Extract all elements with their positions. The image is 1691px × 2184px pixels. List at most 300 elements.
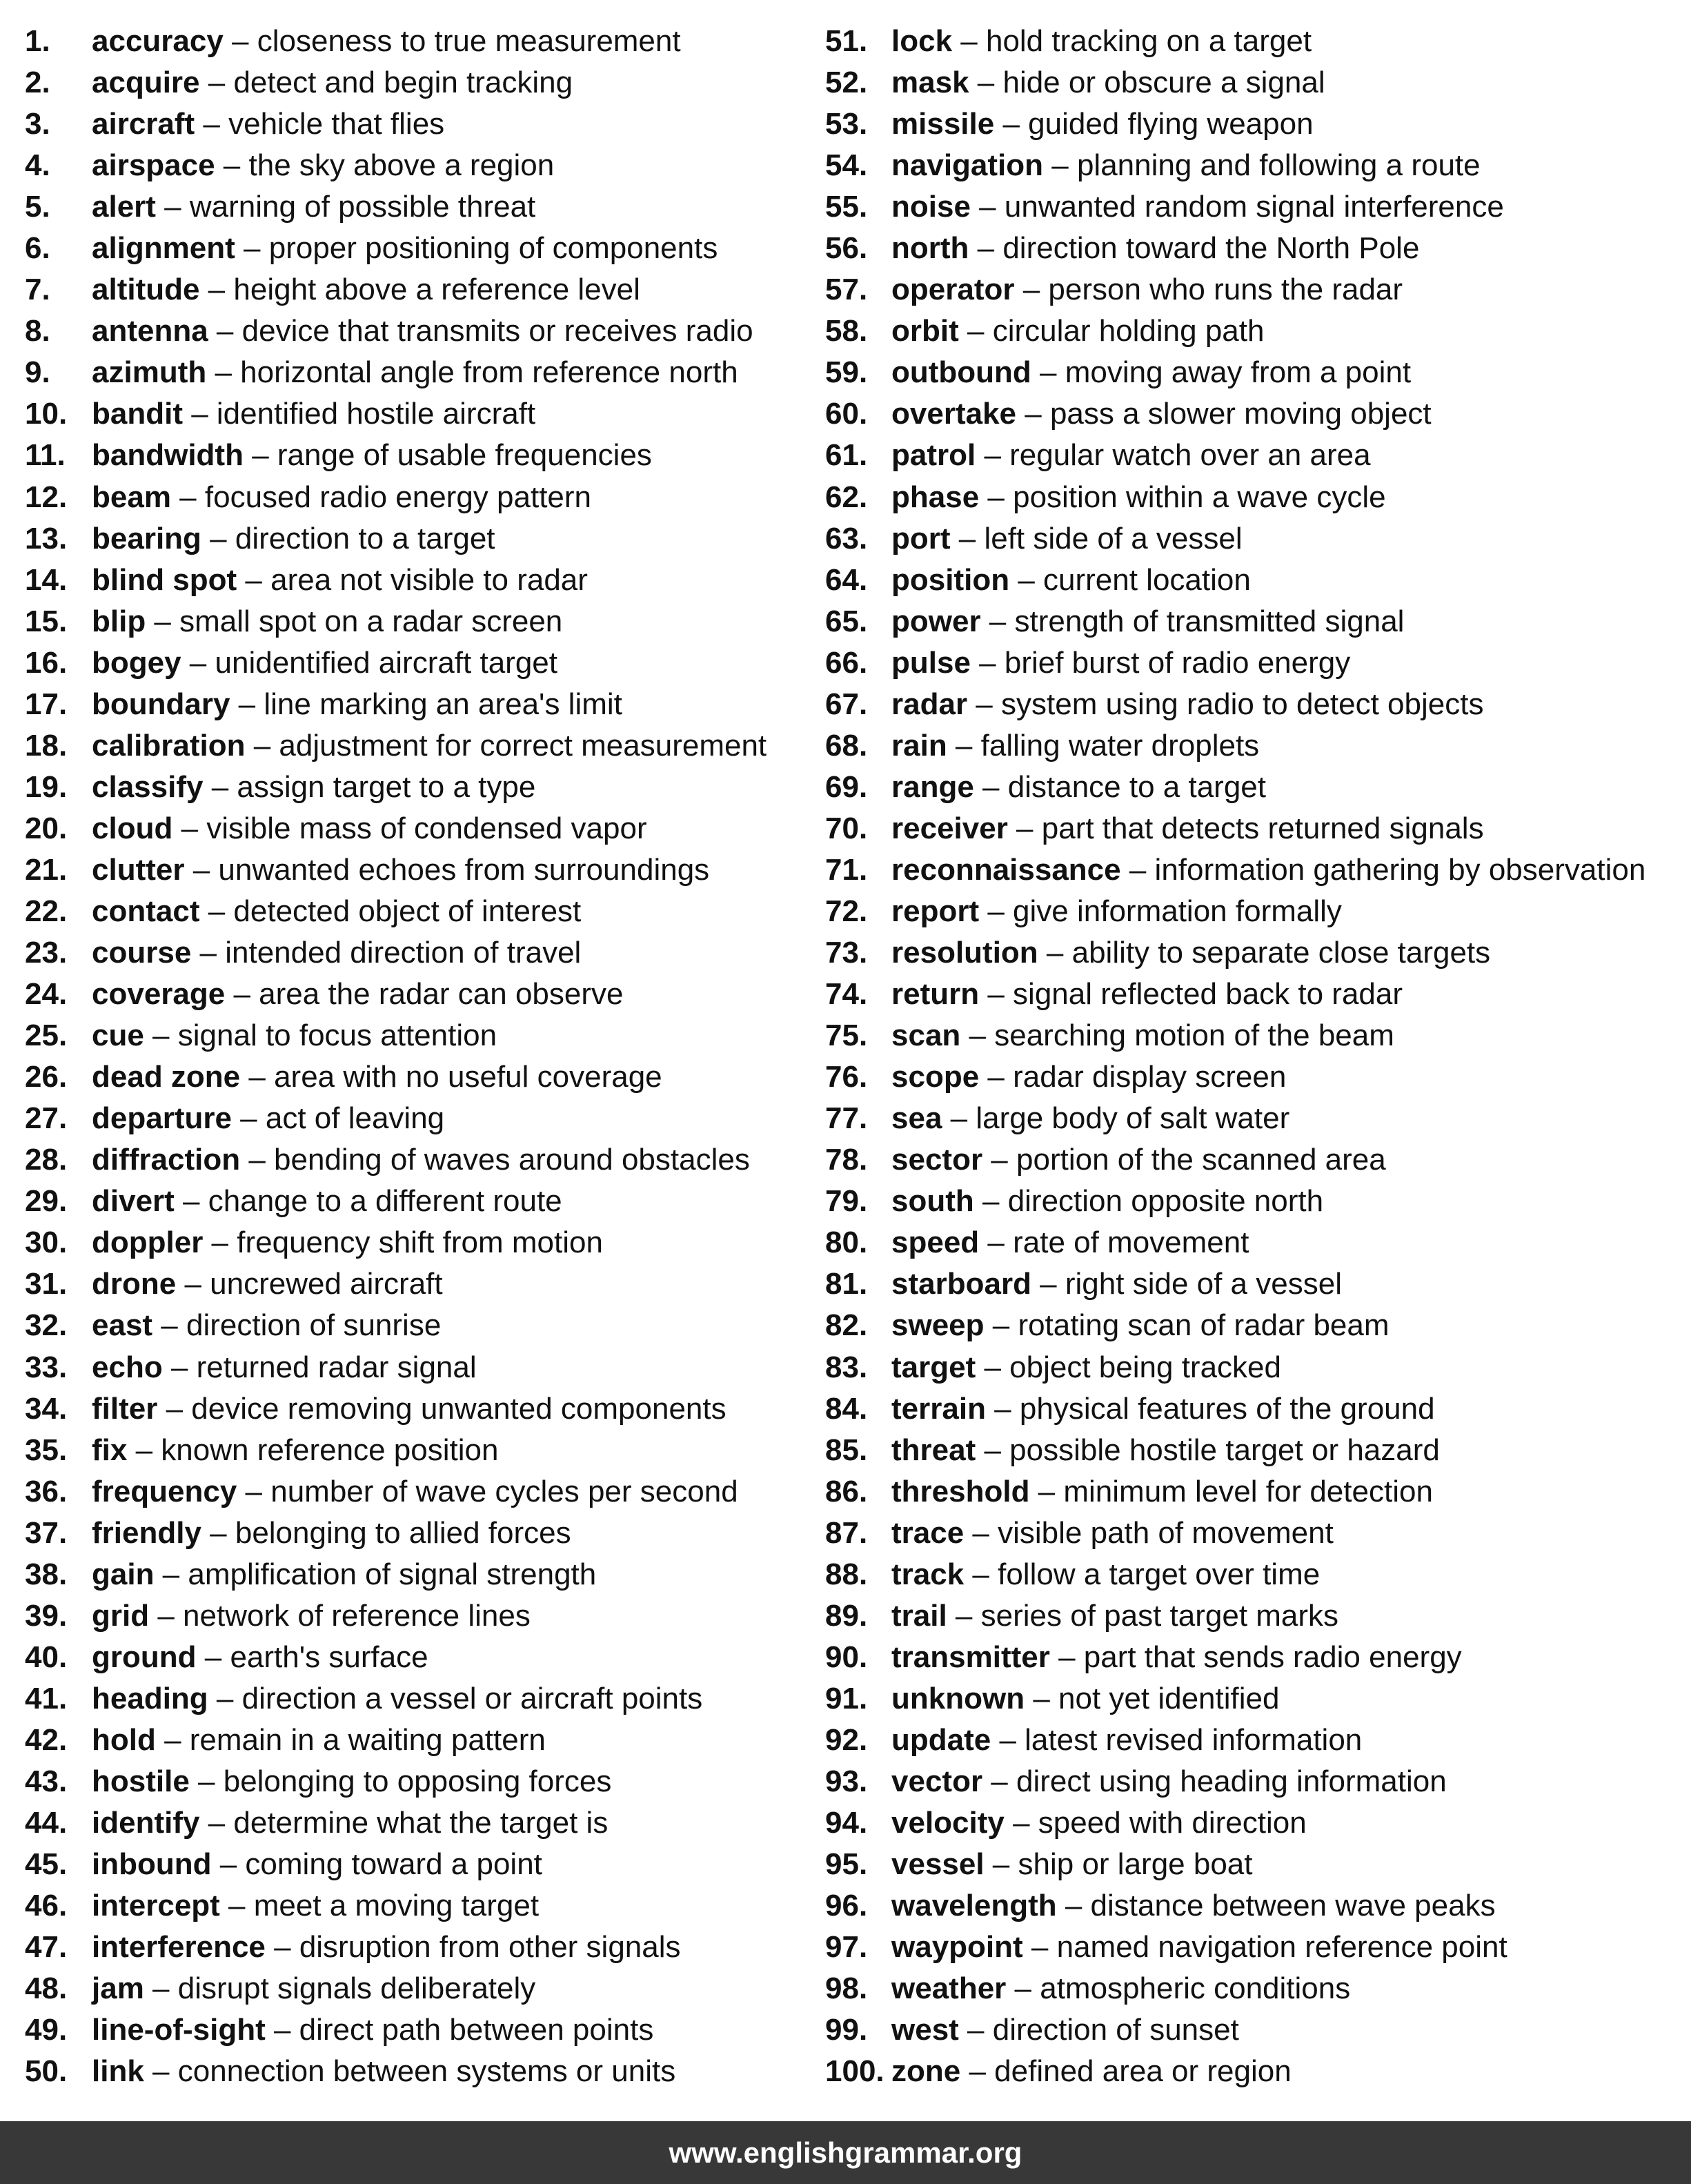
entry-definition: known reference position bbox=[161, 1433, 499, 1467]
entry-term: departure bbox=[92, 1101, 232, 1136]
entry-term: scope bbox=[891, 1060, 980, 1094]
vocabulary-entry bbox=[25, 1305, 818, 1346]
entry-separator: – bbox=[199, 273, 234, 307]
entry-term: east bbox=[92, 1308, 153, 1343]
entry-term: weather bbox=[891, 1971, 1007, 2006]
vocabulary-entry bbox=[25, 62, 818, 104]
entry-separator: – bbox=[176, 1267, 210, 1301]
entry-term: lock bbox=[891, 24, 953, 58]
entry-definition: direct using heading information bbox=[1016, 1764, 1447, 1798]
vocabulary-entry bbox=[25, 1637, 818, 1678]
entry-term: divert bbox=[92, 1184, 175, 1219]
entry-separator: – bbox=[223, 24, 257, 58]
entry-number: 68. bbox=[825, 728, 868, 763]
entry-number: 53. bbox=[825, 107, 868, 141]
vocabulary-entry bbox=[825, 145, 1688, 186]
entry-term: navigation bbox=[891, 148, 1044, 183]
entry-definition: direct path between points bbox=[299, 2013, 654, 2047]
entry-separator: – bbox=[960, 2054, 995, 2089]
vocabulary-entry bbox=[25, 849, 818, 891]
entry-definition: physical features of the ground bbox=[1019, 1391, 1435, 1426]
entry-separator: – bbox=[979, 480, 1013, 514]
entry-number: 47. bbox=[25, 1930, 68, 1965]
vocabulary-column-left bbox=[25, 21, 818, 2092]
entry-term: azimuth bbox=[92, 355, 207, 390]
entry-separator: – bbox=[155, 1722, 190, 1757]
vocabulary-entry bbox=[825, 1139, 1688, 1181]
entry-term: bogey bbox=[92, 645, 181, 680]
entry-definition: detect and begin tracking bbox=[233, 66, 573, 100]
entry-definition: give information formally bbox=[1013, 894, 1342, 928]
entry-term: bandwidth bbox=[92, 438, 244, 473]
entry-term: phase bbox=[891, 480, 980, 514]
entry-definition: coming toward a point bbox=[245, 1847, 542, 1882]
entry-definition: rate of movement bbox=[1013, 1226, 1249, 1260]
entry-number: 87. bbox=[825, 1515, 868, 1550]
vocabulary-entry bbox=[25, 767, 818, 808]
vocabulary-entry bbox=[825, 1181, 1688, 1222]
vocabulary-entry bbox=[25, 2051, 818, 2092]
entry-number: 26. bbox=[25, 1060, 68, 1094]
entry-definition: assign target to a type bbox=[237, 769, 536, 804]
entry-separator: – bbox=[982, 1143, 1016, 1177]
entry-number: 97. bbox=[825, 1930, 868, 1965]
entry-definition: defined area or region bbox=[994, 2054, 1292, 2089]
entry-number: 30. bbox=[25, 1226, 68, 1260]
entry-number: 98. bbox=[825, 1971, 868, 2006]
entry-term: diffraction bbox=[92, 1143, 241, 1177]
entry-definition: part that sends radio energy bbox=[1083, 1640, 1462, 1674]
entry-definition: meet a moving target bbox=[253, 1889, 540, 1923]
vocabulary-entry bbox=[25, 1968, 818, 2009]
vocabulary-entry bbox=[825, 393, 1688, 435]
entry-separator: – bbox=[1031, 355, 1065, 390]
entry-number: 65. bbox=[825, 604, 868, 638]
entry-separator: – bbox=[1038, 936, 1072, 970]
entry-definition: detected object of interest bbox=[233, 894, 582, 928]
entry-definition: speed with direction bbox=[1038, 1806, 1307, 1840]
entry-separator: – bbox=[958, 314, 993, 348]
entry-definition: direction toward the North Pole bbox=[1002, 231, 1420, 266]
entry-separator: – bbox=[203, 1226, 237, 1260]
entry-definition: earth's surface bbox=[230, 1640, 428, 1674]
vocabulary-entry bbox=[25, 1056, 818, 1098]
entry-term: link bbox=[92, 2054, 144, 2089]
entry-separator: – bbox=[230, 687, 264, 721]
entry-term: operator bbox=[891, 273, 1015, 307]
vocabulary-entry bbox=[25, 1761, 818, 1802]
entry-term: hostile bbox=[92, 1764, 190, 1798]
entry-separator: – bbox=[969, 231, 1003, 266]
entry-separator: – bbox=[979, 1226, 1013, 1260]
vocabulary-entry bbox=[825, 1968, 1688, 2009]
entry-number: 39. bbox=[25, 1598, 68, 1633]
entry-definition: circular holding path bbox=[992, 314, 1265, 348]
entry-term: wavelength bbox=[891, 1889, 1057, 1923]
entry-number: 50. bbox=[25, 2054, 68, 2089]
vocabulary-entry bbox=[25, 2009, 818, 2051]
entry-definition: left side of a vessel bbox=[984, 521, 1243, 555]
entry-term: filter bbox=[92, 1391, 158, 1426]
entry-term: missile bbox=[891, 107, 995, 141]
entry-term: rain bbox=[891, 728, 947, 763]
entry-definition: disruption from other signals bbox=[299, 1930, 681, 1965]
entry-separator: – bbox=[969, 66, 1003, 100]
vocabulary-entry bbox=[825, 21, 1688, 62]
entry-number: 81. bbox=[825, 1267, 868, 1301]
vocabulary-entry bbox=[825, 62, 1688, 104]
entry-term: reconnaissance bbox=[891, 852, 1121, 887]
entry-term: noise bbox=[891, 190, 971, 224]
vocabulary-entry bbox=[25, 311, 818, 352]
entry-definition: not yet identified bbox=[1058, 1681, 1280, 1715]
entry-number: 62. bbox=[825, 480, 868, 514]
entry-definition: disrupt signals deliberately bbox=[177, 1971, 536, 2006]
entry-term: drone bbox=[92, 1267, 177, 1301]
entry-definition: hold tracking on a target bbox=[985, 24, 1312, 58]
entry-term: update bbox=[891, 1722, 991, 1757]
entry-number: 93. bbox=[825, 1764, 868, 1798]
entry-definition: focused radio energy pattern bbox=[204, 480, 592, 514]
entry-number: 86. bbox=[825, 1474, 868, 1508]
vocabulary-entry bbox=[825, 1802, 1688, 1844]
vocabulary-entry bbox=[825, 767, 1688, 808]
entry-term: beam bbox=[92, 480, 171, 514]
entry-number: 17. bbox=[25, 687, 68, 721]
entry-term: position bbox=[891, 562, 1010, 597]
entry-number: 25. bbox=[25, 1019, 68, 1053]
entry-term: cue bbox=[92, 1019, 144, 1053]
vocabulary-entry bbox=[825, 891, 1688, 932]
entry-number: 6. bbox=[25, 231, 50, 266]
entry-definition: area the radar can observe bbox=[259, 977, 624, 1012]
vocabulary-column-right bbox=[825, 21, 1688, 2092]
entry-number: 33. bbox=[25, 1350, 68, 1384]
entry-number: 73. bbox=[825, 936, 868, 970]
entry-separator: – bbox=[1006, 1971, 1040, 2006]
vocabulary-list bbox=[0, 21, 1691, 2091]
vocabulary-entry bbox=[25, 1678, 818, 1720]
entry-separator: – bbox=[973, 769, 1008, 804]
entry-separator: – bbox=[976, 1433, 1010, 1467]
entry-term: heading bbox=[92, 1681, 208, 1715]
entry-definition: direction opposite north bbox=[1007, 1184, 1324, 1219]
entry-separator: – bbox=[952, 24, 986, 58]
entry-term: radar bbox=[891, 687, 968, 721]
entry-definition: signal reflected back to radar bbox=[1013, 977, 1403, 1012]
entry-separator: – bbox=[189, 1764, 224, 1798]
entry-number: 32. bbox=[25, 1308, 68, 1343]
vocabulary-entry bbox=[825, 1637, 1688, 1678]
entry-separator: – bbox=[245, 728, 279, 763]
entry-term: resolution bbox=[891, 936, 1038, 970]
entry-number: 49. bbox=[25, 2013, 68, 2047]
vocabulary-entry bbox=[825, 642, 1688, 684]
entry-separator: – bbox=[1022, 1930, 1057, 1965]
entry-number: 40. bbox=[25, 1640, 68, 1674]
entry-definition: moving away from a point bbox=[1065, 355, 1412, 390]
vocabulary-entry bbox=[25, 186, 818, 228]
entry-separator: – bbox=[979, 977, 1013, 1012]
vocabulary-entry bbox=[825, 269, 1688, 311]
entry-separator: – bbox=[265, 2013, 299, 2047]
entry-definition: network of reference lines bbox=[183, 1598, 531, 1633]
entry-number: 83. bbox=[825, 1350, 868, 1384]
entry-separator: – bbox=[1025, 1681, 1059, 1715]
entry-separator: – bbox=[154, 1557, 188, 1591]
vocabulary-entry bbox=[825, 932, 1688, 974]
vocabulary-entry bbox=[825, 1222, 1688, 1263]
entry-separator: – bbox=[231, 1101, 266, 1136]
entry-separator: – bbox=[947, 1598, 981, 1633]
entry-definition: device removing unwanted components bbox=[191, 1391, 726, 1426]
entry-separator: – bbox=[265, 1930, 299, 1965]
entry-separator: – bbox=[170, 480, 205, 514]
entry-term: airspace bbox=[92, 148, 215, 183]
vocabulary-entry bbox=[25, 1388, 818, 1430]
entry-definition: guided flying weapon bbox=[1028, 107, 1314, 141]
entry-number: 89. bbox=[825, 1598, 868, 1633]
entry-number: 35. bbox=[25, 1433, 68, 1467]
entry-definition: person who runs the radar bbox=[1048, 273, 1403, 307]
entry-number: 95. bbox=[825, 1847, 868, 1882]
entry-definition: latest revised information bbox=[1025, 1722, 1363, 1757]
vocabulary-entry bbox=[25, 725, 818, 767]
entry-definition: the sky above a region bbox=[248, 148, 555, 183]
entry-number: 45. bbox=[25, 1847, 68, 1882]
entry-number: 54. bbox=[825, 148, 868, 183]
entry-term: alignment bbox=[92, 231, 235, 266]
vocabulary-entry bbox=[825, 1388, 1688, 1430]
entry-number: 64. bbox=[825, 562, 868, 597]
vocabulary-entry bbox=[25, 1015, 818, 1056]
entry-number: 79. bbox=[825, 1184, 868, 1219]
vocabulary-entry bbox=[25, 1844, 818, 1885]
entry-definition: direction to a target bbox=[235, 521, 495, 555]
entry-term: scan bbox=[891, 1019, 961, 1053]
vocabulary-entry bbox=[825, 2051, 1688, 2092]
entry-definition: belonging to allied forces bbox=[235, 1515, 571, 1550]
entry-definition: small spot on a radar screen bbox=[179, 604, 563, 638]
entry-separator: – bbox=[144, 1971, 178, 2006]
entry-separator: – bbox=[211, 1847, 246, 1882]
entry-definition: direction of sunrise bbox=[186, 1308, 442, 1343]
entry-separator: – bbox=[195, 107, 229, 141]
entry-term: south bbox=[891, 1184, 974, 1219]
entry-term: pulse bbox=[891, 645, 971, 680]
entry-definition: large body of salt water bbox=[976, 1101, 1290, 1136]
entry-definition: falling water droplets bbox=[980, 728, 1260, 763]
entry-separator: – bbox=[184, 852, 219, 887]
entry-separator: – bbox=[240, 1143, 275, 1177]
vocabulary-entry bbox=[825, 1885, 1688, 1927]
entry-number: 18. bbox=[25, 728, 68, 763]
entry-separator: – bbox=[243, 438, 277, 473]
entry-separator: – bbox=[215, 148, 249, 183]
entry-number: 21. bbox=[25, 852, 68, 887]
entry-definition: system using radio to detect objects bbox=[1001, 687, 1484, 721]
entry-separator: – bbox=[976, 438, 1010, 473]
vocabulary-entry bbox=[825, 601, 1688, 642]
entry-number: 85. bbox=[825, 1433, 868, 1467]
entry-term: echo bbox=[92, 1350, 163, 1384]
entry-term: identify bbox=[92, 1806, 200, 1840]
entry-term: accuracy bbox=[92, 24, 224, 58]
entry-definition: remain in a waiting pattern bbox=[189, 1722, 546, 1757]
vocabulary-entry bbox=[25, 269, 818, 311]
entry-term: track bbox=[891, 1557, 965, 1591]
entry-number: 37. bbox=[25, 1515, 68, 1550]
entry-number: 100. bbox=[825, 2054, 884, 2089]
entry-definition: area with no useful coverage bbox=[274, 1060, 662, 1094]
entry-term: hold bbox=[92, 1722, 156, 1757]
entry-term: speed bbox=[891, 1226, 980, 1260]
entry-term: interference bbox=[92, 1930, 266, 1965]
vocabulary-entry bbox=[25, 145, 818, 186]
entry-definition: device that transmits or receives radio bbox=[241, 314, 753, 348]
entry-number: 36. bbox=[25, 1474, 68, 1508]
entry-number: 58. bbox=[825, 314, 868, 348]
entry-number: 44. bbox=[25, 1806, 68, 1840]
entry-number: 52. bbox=[825, 66, 868, 100]
vocabulary-entry bbox=[825, 2009, 1688, 2051]
entry-number: 23. bbox=[25, 936, 68, 970]
entry-number: 15. bbox=[25, 604, 68, 638]
entry-definition: visible path of movement bbox=[998, 1515, 1334, 1550]
entry-definition: act of leaving bbox=[265, 1101, 445, 1136]
entry-number: 48. bbox=[25, 1971, 68, 2006]
vocabulary-entry bbox=[25, 1720, 818, 1761]
entry-separator: – bbox=[994, 107, 1029, 141]
entry-definition: follow a target over time bbox=[998, 1557, 1321, 1591]
vocabulary-entry bbox=[825, 1513, 1688, 1554]
entry-term: aircraft bbox=[92, 107, 195, 141]
entry-definition: amplification of signal strength bbox=[188, 1557, 597, 1591]
entry-term: calibration bbox=[92, 728, 246, 763]
entry-separator: – bbox=[155, 190, 190, 224]
entry-term: west bbox=[891, 2013, 959, 2047]
entry-number: 27. bbox=[25, 1101, 68, 1136]
vocabulary-entry bbox=[25, 518, 818, 560]
vocabulary-entry bbox=[25, 891, 818, 932]
vocabulary-entry bbox=[825, 808, 1688, 849]
vocabulary-entry bbox=[25, 228, 818, 269]
entry-separator: – bbox=[1016, 397, 1050, 431]
entry-separator: – bbox=[1004, 1806, 1038, 1840]
entry-definition: returned radar signal bbox=[196, 1350, 477, 1384]
entry-number: 60. bbox=[825, 397, 868, 431]
entry-separator: – bbox=[958, 2013, 993, 2047]
entry-term: waypoint bbox=[891, 1930, 1023, 1965]
entry-term: vessel bbox=[891, 1847, 985, 1882]
entry-term: north bbox=[891, 231, 969, 266]
vocabulary-entry bbox=[825, 1347, 1688, 1388]
entry-term: altitude bbox=[92, 273, 200, 307]
entry-number: 76. bbox=[825, 1060, 868, 1094]
vocabulary-entry bbox=[825, 477, 1688, 518]
vocabulary-entry bbox=[825, 849, 1688, 891]
vocabulary-entry bbox=[825, 1927, 1688, 1968]
vocabulary-entry bbox=[825, 725, 1688, 767]
entry-separator: – bbox=[162, 1350, 197, 1384]
entry-definition: distance to a target bbox=[1007, 769, 1266, 804]
entry-separator: – bbox=[144, 1019, 178, 1053]
entry-definition: unwanted echoes from surroundings bbox=[218, 852, 710, 887]
entry-term: doppler bbox=[92, 1226, 204, 1260]
entry-separator: – bbox=[146, 604, 180, 638]
vocabulary-entry bbox=[25, 1181, 818, 1222]
entry-number: 10. bbox=[25, 397, 68, 431]
entry-number: 71. bbox=[825, 852, 868, 887]
entry-number: 75. bbox=[825, 1019, 868, 1053]
entry-term: gain bbox=[92, 1557, 155, 1591]
entry-term: intercept bbox=[92, 1889, 220, 1923]
entry-number: 63. bbox=[825, 521, 868, 555]
entry-definition: connection between systems or units bbox=[177, 2054, 676, 2089]
entry-definition: belonging to opposing forces bbox=[223, 1764, 612, 1798]
vocabulary-entry bbox=[825, 974, 1688, 1015]
vocabulary-entry bbox=[825, 1844, 1688, 1885]
entry-term: coverage bbox=[92, 977, 226, 1012]
entry-term: velocity bbox=[891, 1806, 1005, 1840]
entry-separator: – bbox=[199, 894, 234, 928]
entry-number: 11. bbox=[25, 438, 66, 473]
entry-number: 67. bbox=[825, 687, 868, 721]
entry-number: 78. bbox=[825, 1143, 868, 1177]
vocabulary-entry bbox=[25, 393, 818, 435]
entry-number: 4. bbox=[25, 148, 50, 183]
entry-separator: – bbox=[973, 1184, 1008, 1219]
entry-definition: information gathering by observation bbox=[1154, 852, 1646, 887]
entry-term: line-of-sight bbox=[92, 2013, 266, 2047]
entry-term: jam bbox=[92, 1971, 144, 2006]
entry-separator: – bbox=[201, 1515, 235, 1550]
entry-number: 3. bbox=[25, 107, 50, 141]
entry-number: 72. bbox=[825, 894, 868, 928]
entry-definition: direction a vessel or aircraft points bbox=[241, 1681, 703, 1715]
entry-term: frequency bbox=[92, 1474, 237, 1508]
vocabulary-entry bbox=[25, 1885, 818, 1927]
entry-term: contact bbox=[92, 894, 200, 928]
entry-separator: – bbox=[240, 1060, 275, 1094]
entry-number: 74. bbox=[825, 977, 868, 1012]
entry-separator: – bbox=[967, 687, 1001, 721]
entry-term: orbit bbox=[891, 314, 959, 348]
entry-separator: – bbox=[1056, 1889, 1091, 1923]
entry-separator: – bbox=[201, 521, 235, 555]
entry-separator: – bbox=[1049, 1640, 1084, 1674]
entry-definition: horizontal angle from reference north bbox=[240, 355, 738, 390]
entry-definition: intended direction of travel bbox=[225, 936, 582, 970]
vocabulary-entry bbox=[825, 518, 1688, 560]
entry-definition: brief burst of radio energy bbox=[1004, 645, 1351, 680]
vocabulary-entry bbox=[825, 1761, 1688, 1802]
entry-definition: number of wave cycles per second bbox=[270, 1474, 738, 1508]
vocabulary-entry bbox=[825, 104, 1688, 145]
entry-term: fix bbox=[92, 1433, 128, 1467]
entry-term: clutter bbox=[92, 852, 185, 887]
entry-number: 41. bbox=[25, 1681, 68, 1715]
vocabulary-entry bbox=[825, 435, 1688, 476]
entry-definition: rotating scan of radar beam bbox=[1018, 1308, 1390, 1343]
vocabulary-entry bbox=[825, 1471, 1688, 1513]
entry-separator: – bbox=[1009, 562, 1044, 597]
entry-number: 19. bbox=[25, 769, 68, 804]
entry-term: course bbox=[92, 936, 192, 970]
entry-term: acquire bbox=[92, 66, 200, 100]
vocabulary-entry bbox=[825, 1554, 1688, 1595]
entry-separator: – bbox=[157, 1391, 192, 1426]
